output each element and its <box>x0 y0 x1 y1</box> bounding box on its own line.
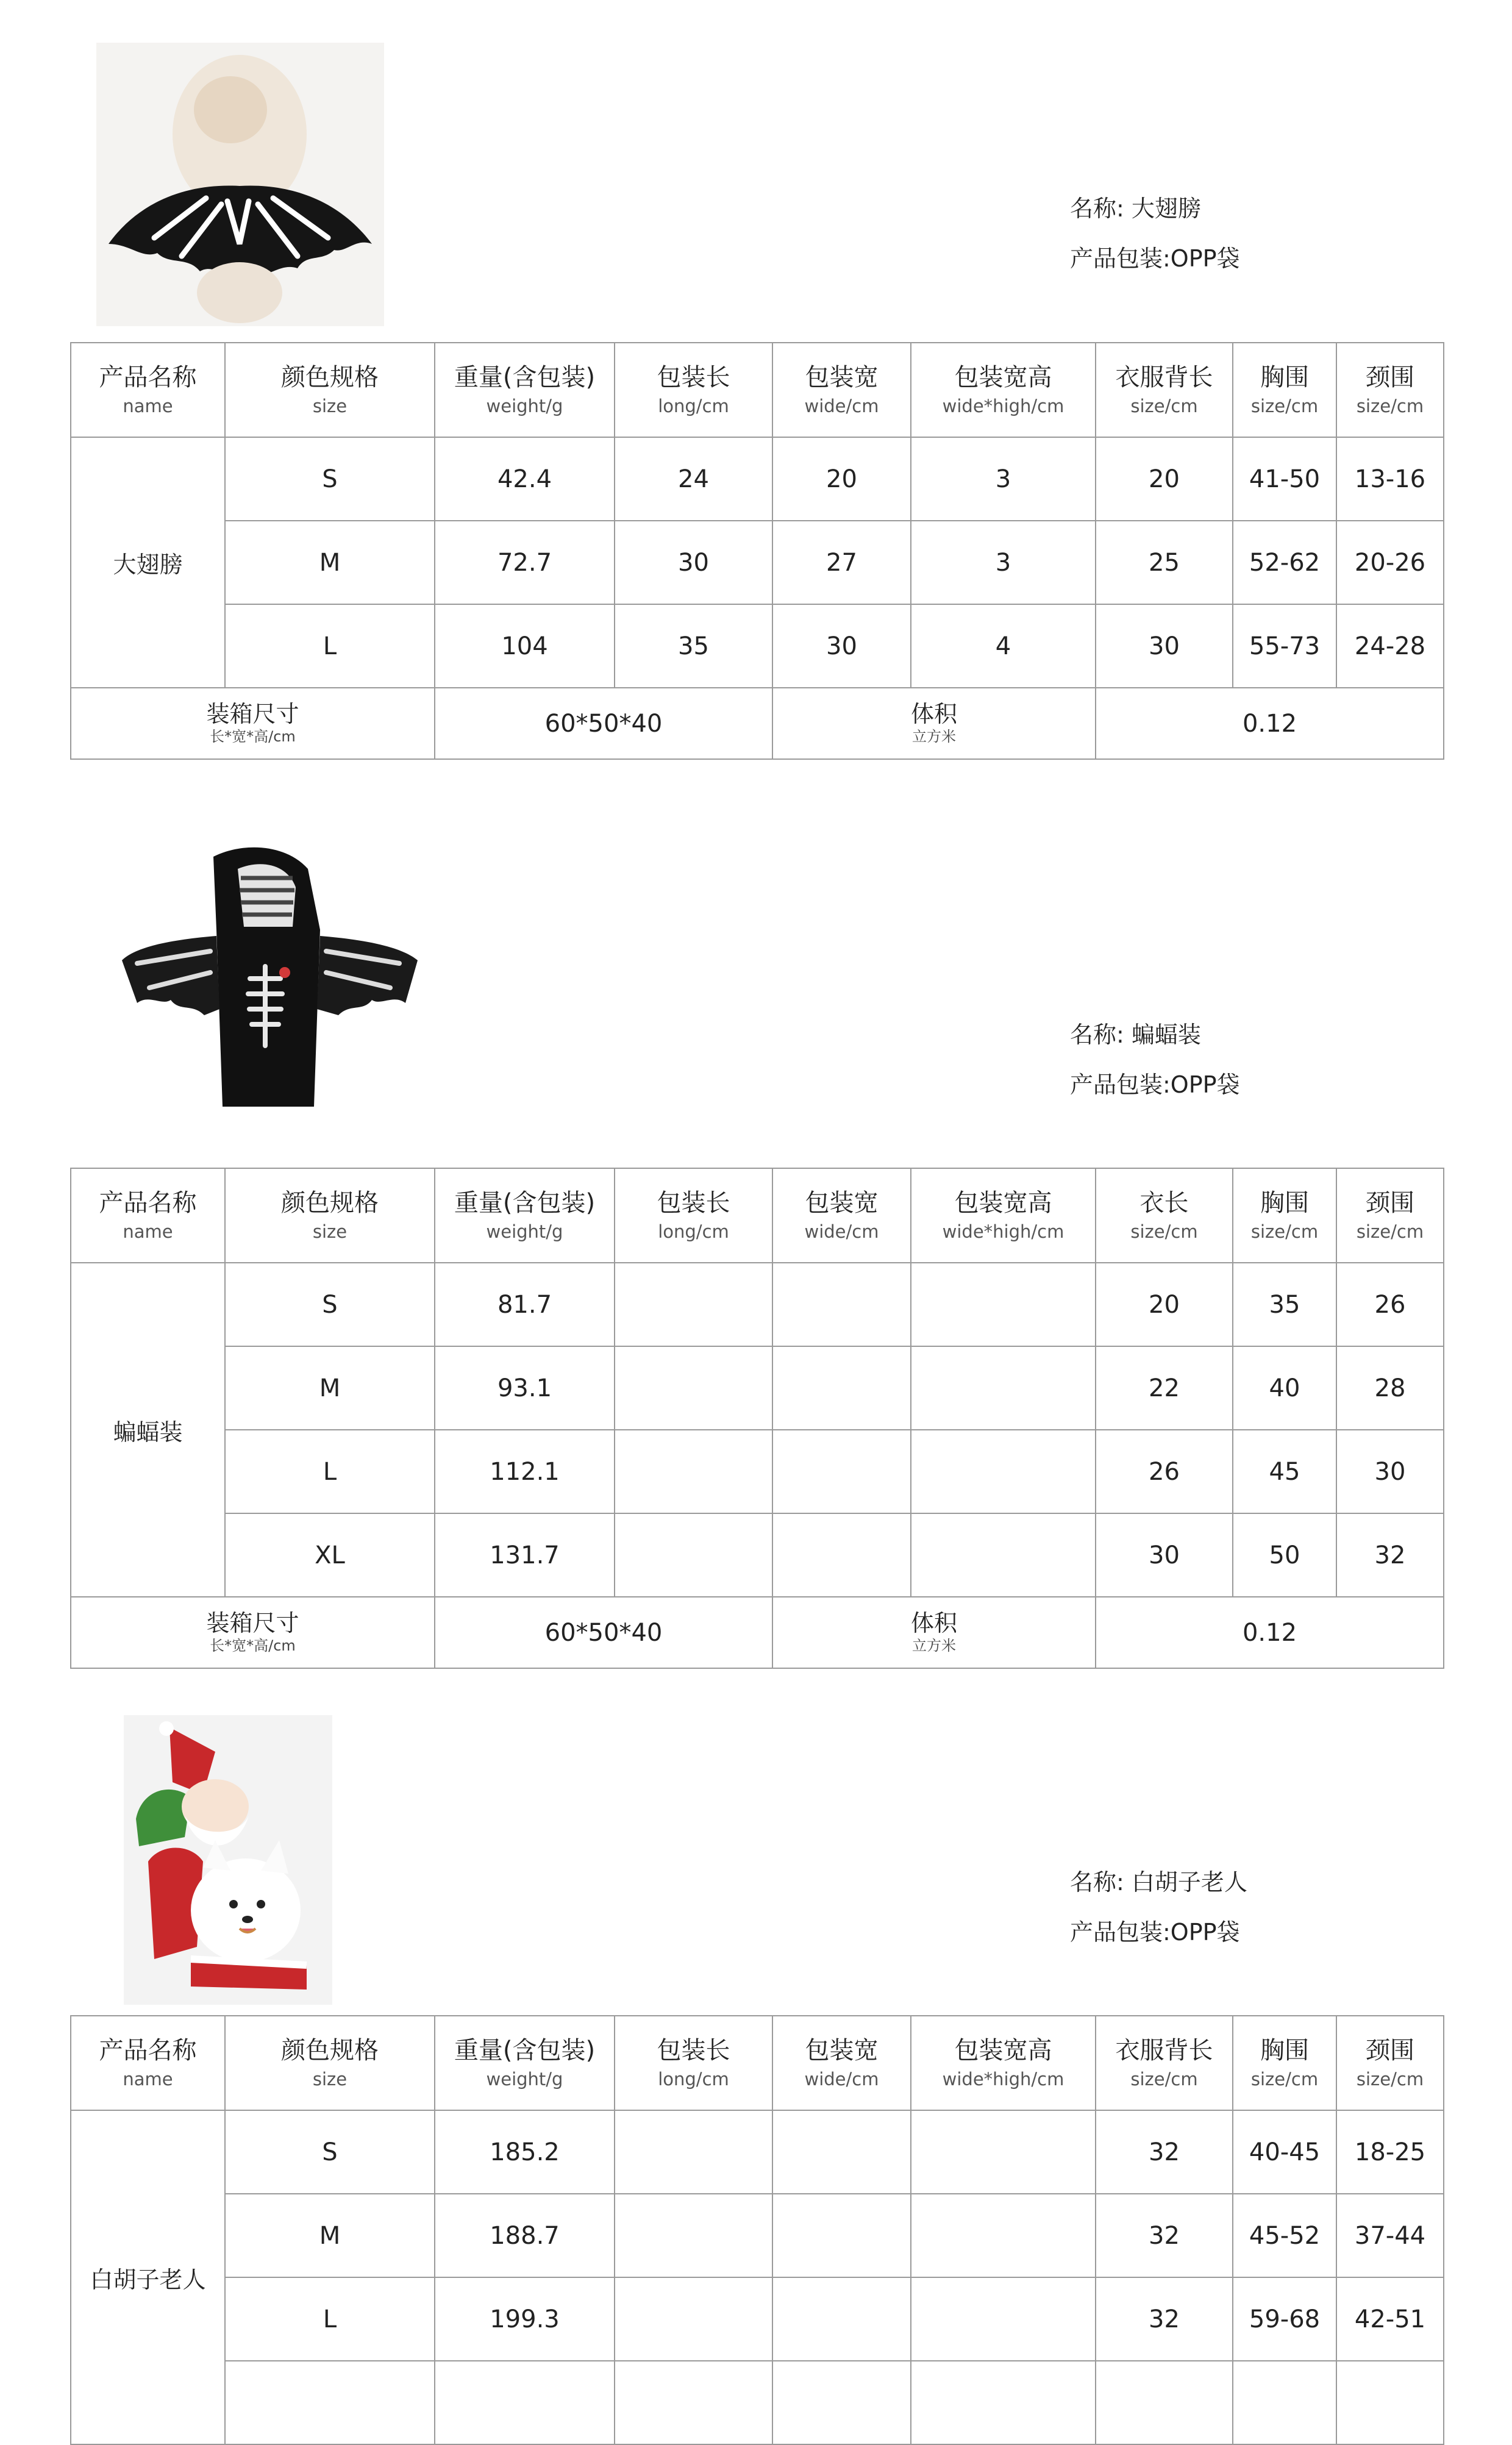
table-cell: 72.7 <box>435 521 615 604</box>
table-header-row <box>71 2016 1444 2110</box>
table-cell: 32 <box>1336 1513 1444 1597</box>
header-cell: 包装宽高 wide*high/cm <box>911 343 1096 437</box>
product-name-cell: 蝙蝠装 <box>71 1263 225 1597</box>
table-cell: 93.1 <box>435 1346 615 1430</box>
table-cell: S <box>225 2110 435 2194</box>
header-cell: 颈围 size/cm <box>1336 343 1444 437</box>
table-cell: 4 <box>911 604 1096 688</box>
table-header-row <box>71 343 1444 437</box>
product-info <box>1070 197 1240 297</box>
header-cell: 衣长 size/cm <box>1096 1168 1233 1263</box>
packaging-label: 产品包装:OPP袋 <box>1070 1919 1240 1946</box>
table-cell: 20 <box>772 437 911 521</box>
table-cell: 40-45 <box>1233 2110 1336 2194</box>
product-name-cell: 白胡子老人 <box>71 2110 225 2444</box>
table-cell: 20 <box>1096 437 1233 521</box>
header-cell: 包装宽高 wide*high/cm <box>911 1168 1096 1263</box>
table-cell: 27 <box>772 521 911 604</box>
table-cell: S <box>225 1263 435 1346</box>
header-cell: 颜色规格 size <box>225 343 435 437</box>
table-cell: 45-52 <box>1233 2194 1336 2277</box>
table-cell <box>615 2110 772 2194</box>
table-cell: 30 <box>1096 1513 1233 1597</box>
table-cell: 26 <box>1336 1263 1444 1346</box>
header-cell: 产品名称 name <box>71 2016 225 2110</box>
table-cell <box>615 1346 772 1430</box>
table-cell: 18-25 <box>1336 2110 1444 2194</box>
header-cell: 颈围 size/cm <box>1336 1168 1444 1263</box>
table-cell: 32 <box>1096 2110 1233 2194</box>
bat-wings-icon <box>96 43 384 326</box>
header-cell: 包装长 long/cm <box>615 343 772 437</box>
table-cell: M <box>225 521 435 604</box>
packaging-label: 产品包装:OPP袋 <box>1070 1071 1240 1098</box>
table-cell: 199.3 <box>435 2277 615 2361</box>
table-cell: 26 <box>1096 1430 1233 1513</box>
table-cell <box>772 1346 911 1430</box>
table-cell: 24-28 <box>1336 604 1444 688</box>
header-cell: 衣服背长 size/cm <box>1096 2016 1233 2110</box>
table-cell <box>911 1263 1096 1346</box>
table-cell: 42-51 <box>1336 2277 1444 2361</box>
table-cell: 35 <box>615 604 772 688</box>
table-cell: L <box>225 2277 435 2361</box>
table-row <box>71 1263 1444 1346</box>
table-cell: 50 <box>1233 1513 1336 1597</box>
table-row <box>71 2277 1444 2361</box>
table-cell <box>435 2361 615 2444</box>
table-cell <box>1233 2361 1336 2444</box>
header-cell: 衣服背长 size/cm <box>1096 343 1233 437</box>
table-cell: M <box>225 2194 435 2277</box>
header-cell: 产品名称 name <box>71 1168 225 1263</box>
table-cell: 30 <box>615 521 772 604</box>
table-cell <box>772 2110 911 2194</box>
table-row <box>71 2194 1444 2277</box>
table-cell: M <box>225 1346 435 1430</box>
table-cell <box>615 2361 772 2444</box>
table-cell <box>615 1430 772 1513</box>
table-cell: 45 <box>1233 1430 1336 1513</box>
table-row <box>71 2361 1444 2444</box>
table-cell <box>615 1263 772 1346</box>
header-cell: 包装长 long/cm <box>615 1168 772 1263</box>
table-cell <box>772 2277 911 2361</box>
table-cell: 131.7 <box>435 1513 615 1597</box>
table-cell <box>772 1263 911 1346</box>
bat-hoodie-icon <box>113 844 430 1122</box>
product-photo-bat-wings <box>96 43 384 326</box>
header-cell: 胸围 size/cm <box>1233 1168 1336 1263</box>
table-cell: 30 <box>1096 604 1233 688</box>
table-cell: 41-50 <box>1233 437 1336 521</box>
product-name-cell: 大翅膀 <box>71 437 225 688</box>
product-info <box>1070 1023 1240 1123</box>
table-cell <box>772 2194 911 2277</box>
table-cell: 30 <box>1336 1430 1444 1513</box>
table-cell <box>911 1346 1096 1430</box>
table-cell <box>772 1513 911 1597</box>
volume-value: 0.12 <box>1096 688 1444 759</box>
product-name-label: 名称: 大翅膀 <box>1070 195 1201 222</box>
table-cell <box>911 2277 1096 2361</box>
table-cell <box>772 1430 911 1513</box>
table-cell: 3 <box>911 521 1096 604</box>
carton-size-label: 装箱尺寸 长*宽*高/cm <box>71 1597 435 1668</box>
table-cell: 20 <box>1096 1263 1233 1346</box>
header-cell: 包装宽 wide/cm <box>772 2016 911 2110</box>
table-cell <box>615 1513 772 1597</box>
header-cell: 颜色规格 size <box>225 2016 435 2110</box>
table-cell <box>1336 2361 1444 2444</box>
table-row <box>71 2110 1444 2194</box>
header-cell: 重量(含包装) weight/g <box>435 343 615 437</box>
table-cell <box>615 2194 772 2277</box>
table-cell: 30 <box>772 604 911 688</box>
volume-label: 体积 立方米 <box>772 1597 1096 1668</box>
packaging-label: 产品包装:OPP袋 <box>1070 245 1240 272</box>
product-name-label: 名称: 蝙蝠装 <box>1070 1021 1201 1048</box>
table-cell: 28 <box>1336 1346 1444 1430</box>
table-cell: 25 <box>1096 521 1233 604</box>
table-cell: 59-68 <box>1233 2277 1336 2361</box>
product-photo-bat-costume <box>113 844 430 1122</box>
table-cell: 112.1 <box>435 1430 615 1513</box>
table-cell: 40 <box>1233 1346 1336 1430</box>
volume-value: 0.12 <box>1096 1597 1444 1668</box>
header-cell: 包装长 long/cm <box>615 2016 772 2110</box>
product-name-label: 名称: 白胡子老人 <box>1070 1869 1247 1896</box>
table-cell <box>1096 2361 1233 2444</box>
table-cell <box>615 2277 772 2361</box>
table-cell: 3 <box>911 437 1096 521</box>
table-row <box>71 521 1444 604</box>
header-cell: 重量(含包装) weight/g <box>435 2016 615 2110</box>
table-cell: 81.7 <box>435 1263 615 1346</box>
table-row <box>71 437 1444 521</box>
header-cell: 胸围 size/cm <box>1233 2016 1336 2110</box>
table-cell: 42.4 <box>435 437 615 521</box>
carton-size-label: 装箱尺寸 长*宽*高/cm <box>71 688 435 759</box>
table-footer-row <box>71 688 1444 759</box>
header-cell: 产品名称 name <box>71 343 225 437</box>
table-cell <box>911 2361 1096 2444</box>
header-cell: 颈围 size/cm <box>1336 2016 1444 2110</box>
header-cell: 包装宽 wide/cm <box>772 343 911 437</box>
table-cell <box>911 1430 1096 1513</box>
table-cell: L <box>225 1430 435 1513</box>
carton-size-value: 60*50*40 <box>435 688 772 759</box>
spec-table-bat-costume <box>70 1168 1444 1669</box>
header-cell: 颜色规格 size <box>225 1168 435 1263</box>
table-cell: 24 <box>615 437 772 521</box>
table-cell: 52-62 <box>1233 521 1336 604</box>
header-cell: 包装宽高 wide*high/cm <box>911 2016 1096 2110</box>
table-cell <box>225 2361 435 2444</box>
table-cell: 35 <box>1233 1263 1336 1346</box>
table-row <box>71 1430 1444 1513</box>
table-cell: 104 <box>435 604 615 688</box>
table-cell: 32 <box>1096 2194 1233 2277</box>
header-cell: 包装宽 wide/cm <box>772 1168 911 1263</box>
header-cell: 胸围 size/cm <box>1233 343 1336 437</box>
table-cell <box>911 2110 1096 2194</box>
table-cell: 188.7 <box>435 2194 615 2277</box>
spec-table-bat-wings <box>70 342 1444 760</box>
table-cell: S <box>225 437 435 521</box>
table-header-row <box>71 1168 1444 1263</box>
carton-size-value: 60*50*40 <box>435 1597 772 1668</box>
table-footer-row <box>71 1597 1444 1668</box>
table-row <box>71 604 1444 688</box>
product-photo-santa-rider <box>124 1715 332 2005</box>
table-cell: XL <box>225 1513 435 1597</box>
table-cell: 22 <box>1096 1346 1233 1430</box>
table-row <box>71 1513 1444 1597</box>
table-cell: 20-26 <box>1336 521 1444 604</box>
table-cell: 55-73 <box>1233 604 1336 688</box>
table-cell: 13-16 <box>1336 437 1444 521</box>
table-cell: 37-44 <box>1336 2194 1444 2277</box>
table-cell: 32 <box>1096 2277 1233 2361</box>
table-cell <box>911 2194 1096 2277</box>
table-row <box>71 1346 1444 1430</box>
header-cell: 重量(含包装) weight/g <box>435 1168 615 1263</box>
product-info <box>1070 1871 1247 1971</box>
table-cell <box>911 1513 1096 1597</box>
table-cell <box>772 2361 911 2444</box>
table-cell: L <box>225 604 435 688</box>
spec-table-santa-rider <box>70 2015 1444 2445</box>
volume-label: 体积 立方米 <box>772 688 1096 759</box>
table-cell: 185.2 <box>435 2110 615 2194</box>
santa-rider-icon <box>124 1715 332 2005</box>
